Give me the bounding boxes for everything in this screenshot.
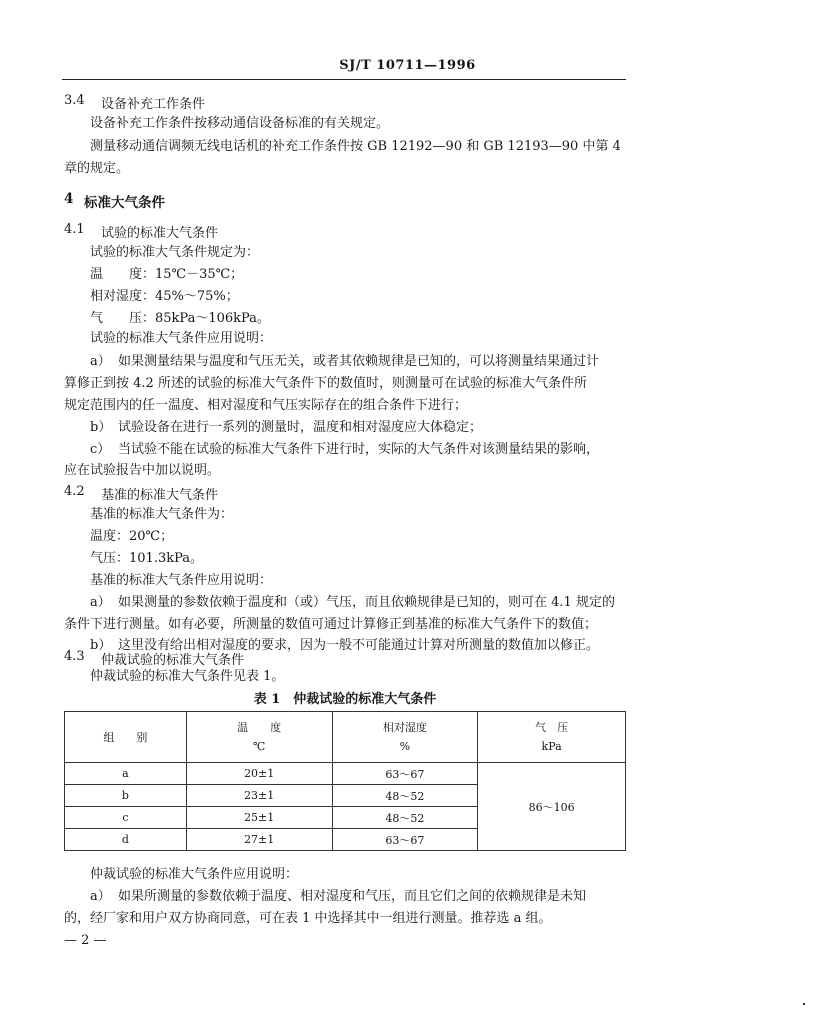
table-cell-humidity: 48～52 xyxy=(332,807,478,829)
table-cell-temperature: 27±1 xyxy=(186,829,332,851)
header-rule xyxy=(62,79,626,80)
section-4-2-note-a-label: a） xyxy=(90,595,111,610)
table-1-header-temperature-name: 温 度 xyxy=(237,721,282,734)
section-3-4-para1: 设备补充工作条件按移动通信设备标准的有关规定。 xyxy=(90,116,390,131)
section-4-1-note-a-line3: 规定范围内的任一温度、相对湿度和气压实际存在的组合条件下进行； xyxy=(64,398,468,413)
table-1-header-humidity-name: 相对湿度 xyxy=(382,721,427,734)
section-4-2-note-b-label: b） xyxy=(90,638,112,653)
section-4-3-title: 仲裁试验的标准大气条件 xyxy=(101,653,245,668)
table-1-header-humidity xyxy=(332,712,478,763)
section-4-1-humidity: 相对湿度：45%～75%； xyxy=(90,289,239,304)
table-cell-humidity: 48～52 xyxy=(332,785,478,807)
section-4-1-note-b-label: b） xyxy=(90,420,112,435)
section-4-3-intro: 仲裁试验的标准大气条件见表 1。 xyxy=(90,669,285,684)
section-4-1-note-c-line2: 应在试验报告中加以说明。 xyxy=(64,463,221,478)
section-4-2-note-a-line2: 条件下进行测量。如有必要，所测量的数值可通过计算修正到基准的标准大气条件下的数值； xyxy=(64,617,598,632)
section-4-2-note-b: 这里没有给出相对湿度的要求，因为一般不可能通过计算对所测量的数值加以修正。 xyxy=(118,638,600,653)
table-1-header-group: 组 别 xyxy=(65,712,187,763)
standard-number-header: SJ/T 10711—1996 xyxy=(339,58,476,73)
table-cell-pressure: 86～106 xyxy=(478,763,626,851)
section-4-1-note-c-line1: 当试验不能在试验的标准大气条件下进行时，实际的大气条件对该测量结果的影响， xyxy=(118,442,600,457)
section-4-1-note-a-line2: 算修正到按 4.2 所述的试验的标准大气条件下的数值时，则测量可在试验的标准大气条件所 xyxy=(64,376,587,391)
section-3-4-para2-line1: 测量移动通信调频无线电话机的补充工作条件按 GB 12192—90 和 GB 12193—90 中第 4 xyxy=(90,139,621,154)
section-4-2-title: 基准的标准大气条件 xyxy=(101,488,219,503)
table-cell-group: d xyxy=(65,829,187,851)
section-3-4-para2-line2: 章的规定。 xyxy=(64,161,130,176)
table-cell-group: a xyxy=(65,763,187,785)
table-1-header-pressure-unit: kPa xyxy=(541,740,562,753)
section-4-1-note-b: 试验设备在进行一系列的测量时，温度和相对湿度应大体稳定； xyxy=(118,420,483,435)
table-1-header-pressure xyxy=(478,712,626,763)
table-1-caption: 表 1 仲裁试验的标准大气条件 xyxy=(253,692,437,707)
section-4-2-temperature: 温度：20℃； xyxy=(90,529,174,544)
section-4-2-number: 4.2 xyxy=(64,484,85,499)
section-4-1-temperature: 温 度：15℃－35℃； xyxy=(90,267,244,282)
table-cell-humidity: 63～67 xyxy=(332,829,478,851)
section-3-4-number: 3.4 xyxy=(64,93,85,108)
table-1-header-humidity-unit: % xyxy=(399,740,411,753)
section-4-1-number: 4.1 xyxy=(64,222,85,237)
section-4-2-note-a-line1: 如果测量的参数依赖于温度和（或）气压，而且依赖规律是已知的，则可在 4.1 规定的 xyxy=(118,595,615,610)
section-4-1-note-a-line1: 如果测量结果与温度和气压无关，或者其依赖规律是已知的，可以将测量结果通过计 xyxy=(118,354,600,369)
section-4-2-notes-title: 基准的标准大气条件应用说明： xyxy=(90,573,273,588)
table-cell-temperature: 25±1 xyxy=(186,807,332,829)
table-cell-temperature: 20±1 xyxy=(186,763,332,785)
scan-speck xyxy=(803,1003,805,1005)
table-1-header-temperature-unit: ℃ xyxy=(253,740,266,753)
table-cell-humidity: 63～67 xyxy=(332,763,478,785)
section-4-3-number: 4.3 xyxy=(64,649,85,664)
section-3-4-title: 设备补充工作条件 xyxy=(101,97,206,112)
section-4-3-note-a-line1: 如果所测量的参数依赖于温度、相对湿度和气压，而且它们之间的依赖规律是未知 xyxy=(118,889,587,904)
section-4-1-pressure: 气 压：85kPa～106kPa。 xyxy=(90,311,270,326)
section-4-number: 4 xyxy=(64,191,74,207)
table-1-header-temperature xyxy=(186,712,332,763)
table-row xyxy=(65,763,626,785)
section-4-1-note-c-label: c） xyxy=(90,442,111,457)
table-1 xyxy=(64,711,626,851)
section-4-1-note-a-label: a） xyxy=(90,354,111,369)
table-cell-temperature: 23±1 xyxy=(186,785,332,807)
section-4-3-note-a-label: a） xyxy=(90,889,111,904)
table-1-header-row xyxy=(65,712,626,763)
table-1-header-pressure-name: 气 压 xyxy=(535,721,569,734)
section-4-3-note-a-line2: 的，经厂家和用户双方协商同意，可在表 1 中选择其中一组进行测量。推荐选 a 组。 xyxy=(64,911,552,926)
page-number: — 2 — xyxy=(64,933,107,948)
table-cell-group: c xyxy=(65,807,187,829)
section-4-3-notes-title: 仲裁试验的标准大气条件应用说明： xyxy=(90,867,299,882)
section-4-1-notes-title: 试验的标准大气条件应用说明： xyxy=(90,331,273,346)
section-4-title: 标准大气条件 xyxy=(84,195,165,211)
section-4-1-intro: 试验的标准大气条件规定为： xyxy=(90,245,260,260)
section-4-1-title: 试验的标准大气条件 xyxy=(101,226,219,241)
table-cell-group: b xyxy=(65,785,187,807)
section-4-2-pressure: 气压：101.3kPa。 xyxy=(90,551,204,566)
section-4-2-intro: 基准的标准大气条件为： xyxy=(90,507,234,522)
